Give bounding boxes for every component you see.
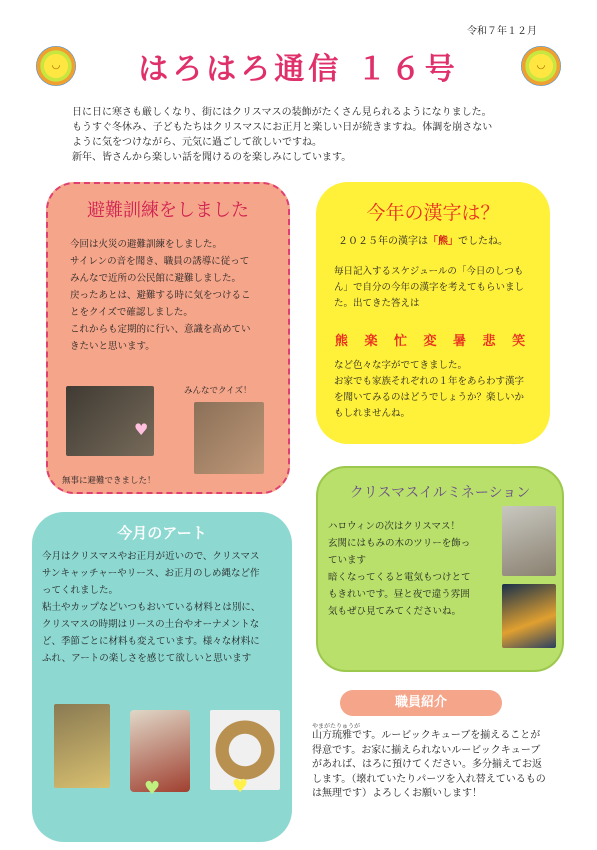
heart-icon: ♥ (134, 420, 149, 439)
quiz-caption: みんなでクイズ！ (184, 386, 252, 396)
kanji-text: 毎日記入するスケジュールの「今日のしつも ん」で自分の今年の漢字を考えてもらいまし た。出てきた答えは (334, 266, 525, 309)
staff-intro-text: 山方琉雅です。ルービックキューブを揃えることが 得意です。お家に揃えられないルービックキューブ があれば、はろに預けてください。多分揃えてお返 します。（壊れていたりパーツを入れ替えているもの は無理です）よろしくお願いします！ (312, 730, 546, 799)
tree-night-photo (502, 584, 556, 648)
heart-icon: ♥ (144, 778, 161, 799)
art-section (32, 512, 292, 842)
newsletter-title: はろはろ通信 １６号 (138, 52, 459, 87)
staff-intro-heading: 職員紹介 (340, 690, 502, 716)
illumination-section (316, 466, 564, 672)
evacuation-drill-section (46, 182, 290, 494)
name-ruby: やまがたりゅうが (312, 723, 361, 730)
illumination-text: ハロウィンの次はクリスマス！ 玄関にはもみの木のツリーを飾っ ています 暗くなってくると電気もつけとて もきれいです。昼と夜で違う雰囲 気もぜひ見てみてくださいね。 (328, 521, 471, 617)
heart-icon: ♥ (232, 776, 249, 797)
sun-face-icon: ◡ (36, 46, 76, 86)
illumination-heading: クリスマスイルミネーション (349, 485, 531, 501)
intro-text: 日に日に寒さも厳しくなり、街にはクリスマスの装飾がたくさん見られるようになりました。 もうすぐ冬休み、子どもたちはクリスマスにお正月と楽しい日が続きますね。体調を崩さない ように気をつけながら、元気に過ごして欲しいですね。 新年、皆さんから楽しい話を聞けるのを楽しみにしています。 (72, 107, 493, 163)
evacuation-caption: 無事に避難できました！ (62, 476, 156, 486)
issue-date: 令和７年１２月 (467, 26, 537, 37)
suncatcher-photo (54, 704, 110, 788)
kanji-year-line: ２０２５年の漢字は「熊」でしたね。 (338, 236, 508, 247)
kanji-heading: 今年の漢字は？ (366, 202, 500, 224)
sun-face-icon: ◡ (521, 46, 561, 86)
kanji-section (316, 182, 550, 444)
tree-day-photo (502, 506, 556, 576)
evacuation-heading: 避難訓練をしました (87, 200, 249, 221)
kanji-answers: 熊 楽 忙 変 暑 悲 笑 (334, 334, 532, 349)
art-heading: 今月のアート (117, 524, 207, 542)
quiz-photo (194, 402, 264, 474)
art-text: 今月はクリスマスやお正月が近いので、クリスマス サンキャッチャーやリース、お正月のしめ縄など作 ってくれました。 粘土やカップなどいつもおいている材料とは別に、 クリスマスの時期はリースの土台やオーナメントな ど、季節ごとに材料も変えています。様々な材料に ふれ、アートの楽しさを感じて欲しいと思います (42, 551, 261, 664)
evacuation-text: 今回は火災の避難訓練をしました。 サイレンの音を聞き、職員の誘導に従って みんなで近所の公民館に避難しました。 戻ったあとは、避難する時に気をつけるこ とをクイズで確認しました。 これからも定期的に行い、意識を高めてい きたいと思います。 (70, 239, 251, 352)
kanji-closing-text: など色々な字がでてきました。 お家でも家族それぞれの１年をあらわす漢字 を聞いてみるのはどうでしょうか？楽しいか もしれませんね。 (334, 360, 525, 419)
